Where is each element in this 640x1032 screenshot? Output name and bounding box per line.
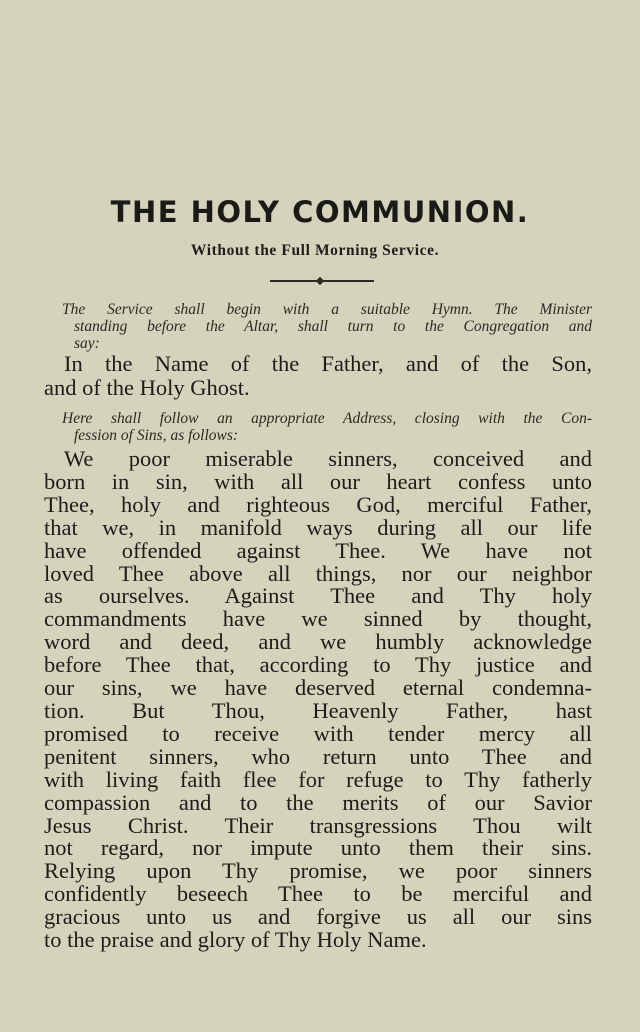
text-line: compassion and to the merits of our Savior	[44, 789, 592, 815]
text-line: Thee, holy and righteous God, merciful Father,	[44, 491, 592, 517]
text-line: confidently beseech Thee to be merciful and	[44, 881, 592, 907]
text-line: tion. But Thou, Heavenly Father, hast	[44, 697, 592, 723]
text-line: We poor miserable sinners, conceived and	[64, 446, 592, 471]
rubric-line: Here shall follow an appropriate Address, closing with the Con-	[62, 410, 592, 427]
text-line: not regard, nor impute unto them their sins.	[44, 835, 592, 861]
rubric-line: fession of Sins, as follows:	[74, 427, 239, 444]
text-line: promised to receive with tender mercy all	[44, 720, 592, 746]
text-line: Relying upon Thy promise, we poor sinners	[44, 858, 592, 884]
rubric-line: The Service shall begin with a suitable Hymn. The Minister	[62, 301, 592, 318]
rubric-line: standing before the Altar, shall turn to the Congregation and	[74, 318, 592, 335]
text-line: gracious unto us and forgive us all our sins	[44, 904, 592, 930]
text-line: In the Name of the Father, and of the Son,	[64, 351, 592, 376]
text-line: penitent sinners, who return unto Thee and	[44, 743, 592, 769]
text-line: Jesus Christ. Their transgressions Thou wilt	[44, 812, 592, 838]
text-line: our sins, we have deserved eternal condemna-	[44, 675, 592, 701]
text-line: with living faith flee for refuge to Thy fatherly	[44, 766, 592, 792]
rubric-line: say:	[74, 335, 100, 352]
confession-paragraph	[44, 448, 592, 952]
text-line: and of the Holy Ghost.	[44, 375, 250, 400]
text-line: commandments have we sinned by thought,	[44, 606, 592, 632]
page-title: THE HOLY COMMUNION.	[110, 195, 530, 229]
rubric-address	[62, 410, 592, 444]
text-line: word and deed, and we humbly acknowledge	[44, 629, 592, 655]
text-line: to the praise and glory of Thy Holy Name.	[44, 927, 427, 953]
ornament-diamond-icon	[316, 277, 324, 285]
text-line: as ourselves. Against Thee and Thy holy	[44, 583, 592, 609]
text-line: born in sin, with all our heart confess unto	[44, 468, 592, 494]
text-line: loved Thee above all things, nor our neighbor	[44, 560, 592, 586]
text-line: that we, in manifold ways during all our life	[44, 514, 592, 540]
text-line: before Thee that, according to Thy justice and	[44, 652, 592, 678]
page-subtitle: Without the Full Morning Service.	[190, 242, 440, 259]
text-line: have offended against Thee. We have not	[44, 537, 592, 563]
rubric-opening	[62, 301, 592, 352]
invocation-paragraph	[44, 352, 592, 400]
